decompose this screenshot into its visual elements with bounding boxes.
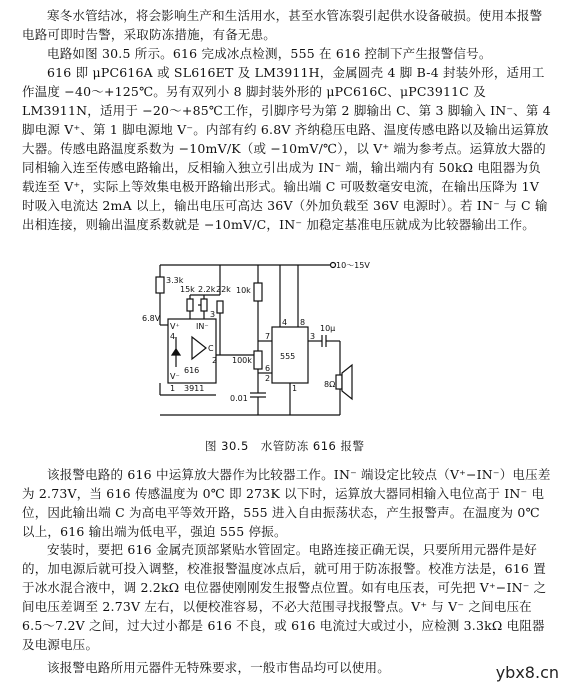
installation-paragraph: 安装时，要把 616 金属壳顶部紧贴水管固定。电路连接正确无误，只要所用元器件是好的，加电源后就可投入调整，校准报警温度冰点后，就可用于防冻报警。校准方法是，616 置于冰水混合液中，调 2.2kΩ 电位器使刚刚发生报警点位置。如有电压表，可先把 V⁺−IN⁻ 之间电压差调至 2.73V 左右，以便校准容易，不必大范围寻找报警点。V⁺ 与 V⁻ 之间电压在 6.5～7.2V 之间，过大过小都是 616 不良，或 616 电流过大或过小，应检测 3.3kΩ 电阻器及电源电压。 — [22, 542, 547, 652]
pin-555-6-label: 6 — [265, 364, 271, 373]
chip-555-label: 555 — [280, 352, 296, 361]
in-minus-label: IN⁻ — [196, 322, 209, 331]
chip-616-label: 616 — [184, 366, 200, 375]
pin-555-2-label: 2 — [265, 374, 271, 383]
resistor-100k-label: 100k — [232, 356, 252, 365]
pin-555-3-label: 3 — [310, 332, 316, 341]
circuit-diagram — [140, 255, 370, 435]
supply-label: 10～15V — [336, 261, 370, 270]
watermark: ybx8.cn — [495, 663, 559, 682]
pin-555-7-label: 7 — [265, 332, 271, 341]
ic-616-description-paragraph: 616 即 μPC616A 或 SL616ET 及 LM3911H，金属圆壳 4 脚 B-4 封装外形，适用工作温度 −40～+125℃。另有双列小 8 脚封装外形的 μPC616C、μPC3911C 及 LM3911N，适用于 −20～+85℃工作，引脚序号为第 2 脚输出 C、第 3 脚输入 IN⁻、第 4 脚电源 V⁺、第 1 脚电源地 V⁻。内部有约 6.8V 齐纳稳压电路、温度传感电路以及输出运算放大器。传感电路温度系数为 −10mV/K（或 −10mV/℃），以 V⁺ 端为参考点。运算放大器的同相输入连至传感电路输出，反相输入独立引出成为 IN⁻ 端，输出端内有 50kΩ 电阻器为负载连至 V⁺，实际上等效集电极开路输出形式。输出端 C 可吸数毫安电流，在输出压降为 1V 时吸入电流达 2mA 以上，输出电压可高达 36V（外加负载至 36V 电源时）。若 IN⁻ 与 C 输出相连接，则输出温度系数就是 −10mV/C，IN⁻ 加稳定基准电压就成为比较器输出工作。 — [22, 65, 551, 232]
figure-caption: 图 30.5 水管防冻 616 报警 — [205, 439, 365, 453]
pin-555-1-label: 1 — [292, 384, 298, 393]
output-c-label: C — [208, 344, 214, 353]
pin-2-label: 2 — [212, 356, 218, 365]
intro-paragraph: 寒冬水管结冰，将会影响生产和生活用水，甚至水管冻裂引起供水设备破损。使用本报警电路可即时告警，采取防冻措施，有备无患。 — [22, 8, 543, 42]
resistor-3-3k-label: 3.3k — [166, 276, 184, 285]
pot-2-2k-label: 2.2k — [198, 285, 216, 294]
pin-4-label: 4 — [170, 332, 176, 341]
pin-555-4-label: 4 — [282, 318, 288, 327]
pin-555-8-label: 8 — [300, 318, 306, 327]
operation-paragraph: 该报警电路的 616 中运算放大器作为比较器工作。IN⁻ 端设定比较点（V⁺−IN⁻）电压差为 2.73V，当 616 传感温度为 0℃ 即 273K 以下时，运算放大器同相输入电位高于 IN⁻ 电位，因此输出端 C 为高电平等效开路，555 进入自由振荡状态，产生报警声。在温度为 0℃ 以上，616 输出端为低电平，强迫 555 停振。 — [22, 467, 551, 539]
components-paragraph: 该报警电路所用元器件无特殊要求，一般市售品均可以使用。 — [47, 660, 390, 675]
pin-1-label: 1 — [170, 384, 176, 393]
resistor-10k-label: 10k — [236, 286, 251, 295]
zener-label: 6.8V — [142, 314, 161, 323]
v-plus-label: V⁺ — [170, 322, 180, 331]
capacitor-0-01-label: 0.01 — [230, 394, 248, 403]
pin-3-label: 3 — [210, 310, 216, 319]
chip-3911-label: 3911 — [184, 384, 205, 393]
resistor-22k-label: 22k — [216, 285, 231, 294]
resistor-15k-label: 15k — [180, 285, 195, 294]
circuit-overview-paragraph: 电路如图 30.5 所示。616 完成冰点检测，555 在 616 控制下产生报警信号。 — [47, 46, 492, 61]
speaker-label: 8Ω — [324, 380, 336, 389]
v-minus-label: V⁻ — [170, 372, 180, 381]
capacitor-10u-label: 10μ — [320, 324, 336, 333]
